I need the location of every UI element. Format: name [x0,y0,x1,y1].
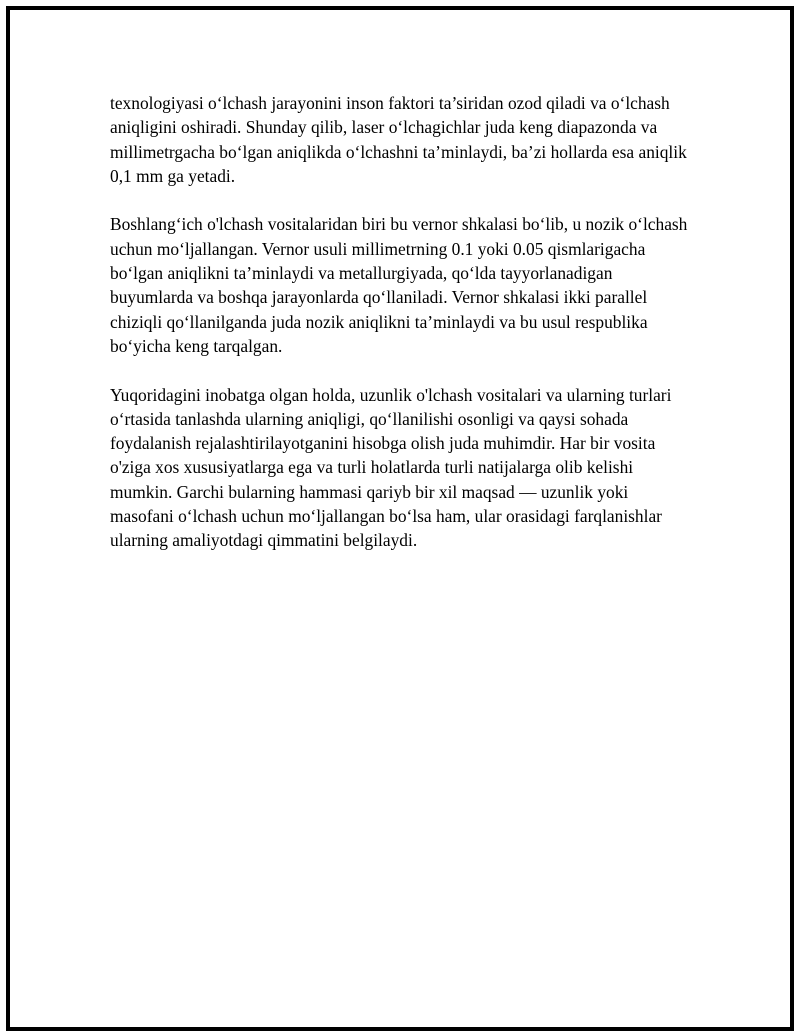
paragraph-conclusion: Yuqoridagini inobatga olgan holda, uzunlik o'lchash vositalari va ularning turlari o‘rtasida tanlashda ularning aniqligi, qo‘llanilishi osonligi va qaysi sohada foydalanish rejalashtirilayotganini hisobga olish juda muhimdir. Har bir vosita o'ziga xos xususiyatlarga ega va turli holatlarda turli natijalarga olib kelishi mumkin. Garchi bularning hammasi qariyb bir xil maqsad — uzunlik yoki masofani o‘lchash uchun mo‘ljallangan bo‘lsa ham, ular orasidagi farqlanishlar ularning amaliyotdagi qimmatini belgilaydi. [110,384,672,551]
paragraph-laser-measurement: texnologiyasi o‘lchash jarayonini inson faktori ta’siridan ozod qiladi va o‘lchash aniqligini oshiradi. Shunday qilib, laser o‘lchagichlar juda keng diapazonda va millimetrgacha bo‘lgan aniqlikda o‘lchashni ta’minlaydi, ba’zi hollarda esa aniqlik 0,1 mm ga yetadi. [110,93,687,186]
paragraph-vernier-scale: Boshlang‘ich o'lchash vositalaridan biri bu vernor shkalasi bo‘lib, u nozik o‘lchash uchun mo‘ljallangan. Vernor usuli millimetrning 0.1 yoki 0.05 qismlarigacha bo‘lgan aniqlikni ta’minlaydi va metallurgiyada, qo‘lda tayyorlanadigan buyumlarda va boshqa jarayonlarda qo‘llaniladi. Vernor shkalasi ikki parallel chiziqli qo‘llanilganda juda nozik aniqlikni ta’minlaydi va bu usul respublika bo‘yicha keng tarqalgan. [110,214,688,356]
document-body [110,91,690,577]
